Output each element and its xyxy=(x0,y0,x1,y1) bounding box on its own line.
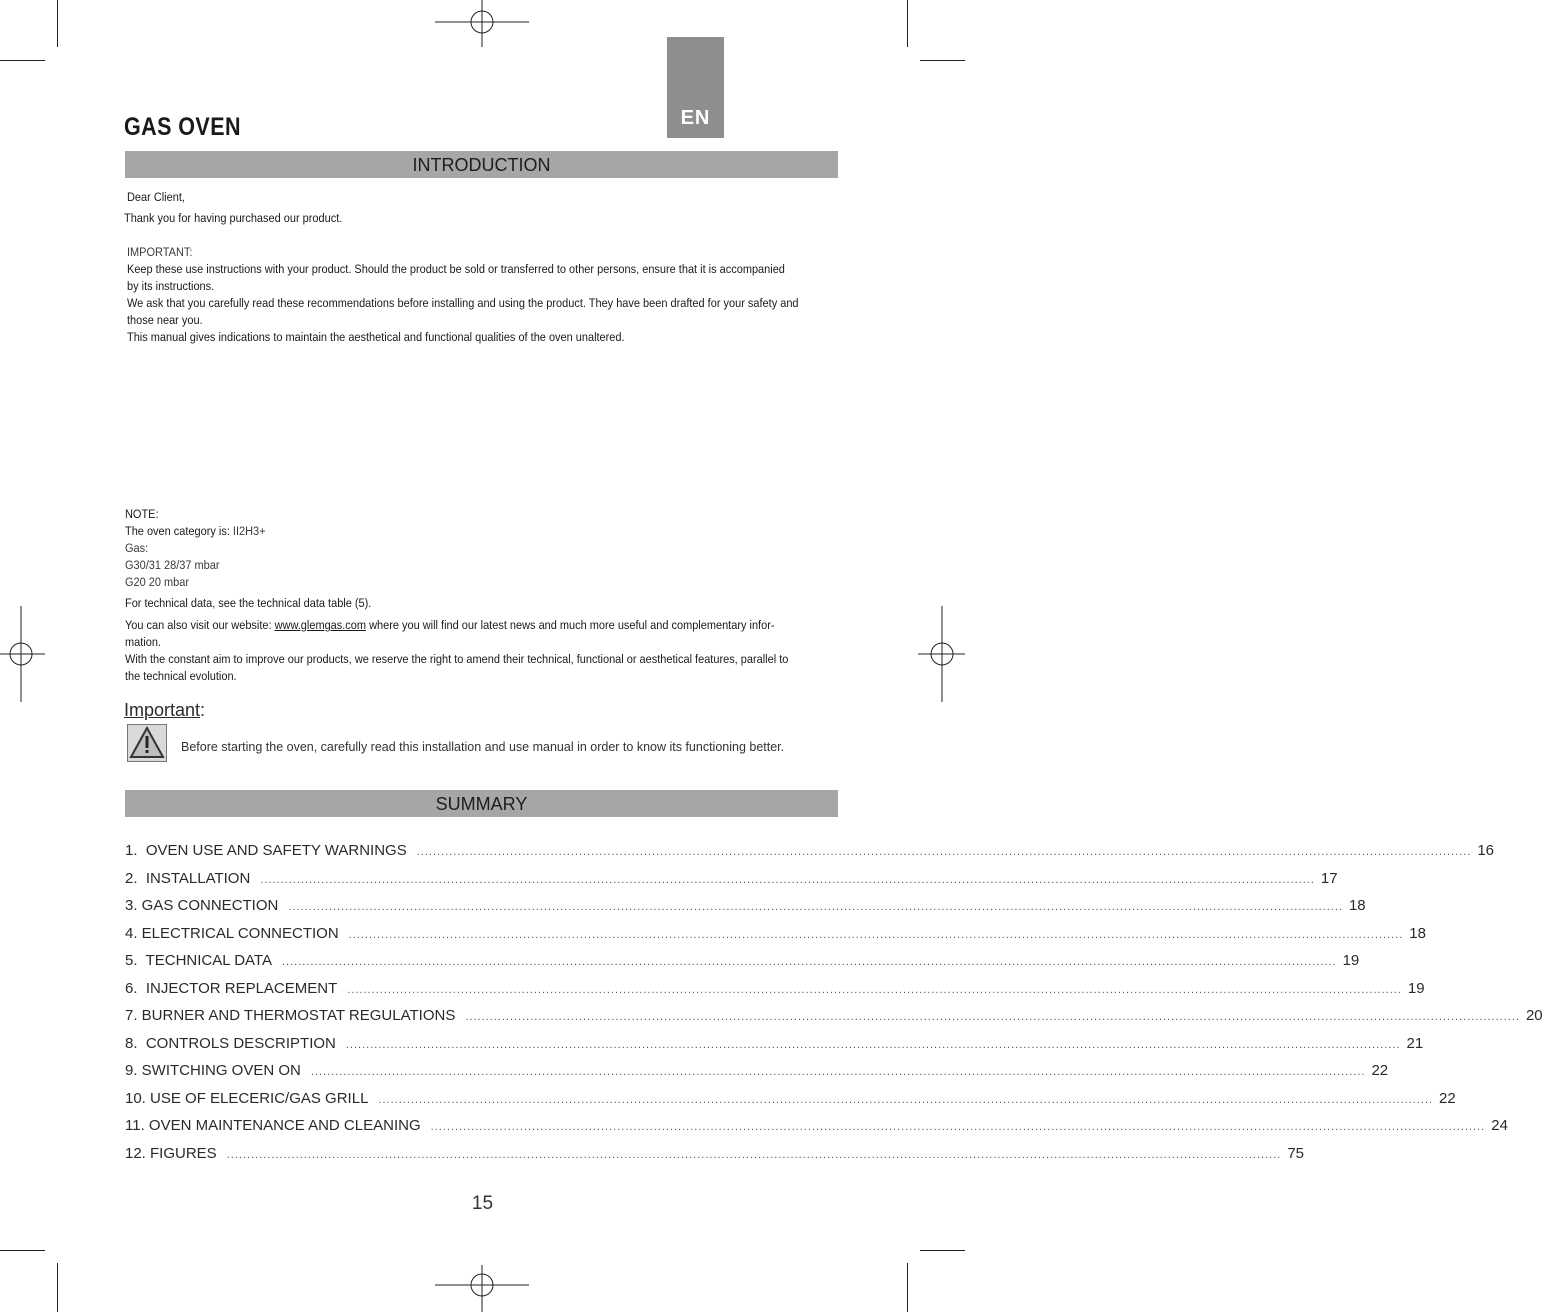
crop-mark xyxy=(0,60,45,61)
toc-item-page: 22 xyxy=(1439,1089,1456,1107)
toc-item-label: 1. OVEN USE AND SAFETY WARNINGS xyxy=(125,842,407,859)
registration-mark-bottom xyxy=(435,1265,529,1312)
toc-leader-dots: .................................................................................................................................................................................................................................................................... xyxy=(260,873,1315,886)
important-heading-text: Important xyxy=(124,700,201,720)
toc-item-page: 75 xyxy=(1287,1144,1304,1162)
gas-label: Gas: xyxy=(125,541,149,555)
toc-item-label: 4. ELECTRICAL CONNECTION xyxy=(125,924,339,942)
toc-item[interactable] xyxy=(125,869,1338,892)
website-post-2: mation. xyxy=(125,635,161,649)
gas-value-2: G20 20 mbar xyxy=(125,575,190,589)
toc-leader-dots: .................................................................................................................................................................................................................................................................... xyxy=(430,1121,1486,1133)
toc-leader-dots: .................................................................................................................................................................................................................................................................... xyxy=(465,1011,1520,1023)
introduction-heading: INTRODUCTION xyxy=(125,151,838,178)
improve-text-1: With the constant aim to improve our products, we reserve the right to amend their technical, functional or aesthetical features, parallel to xyxy=(125,652,789,666)
website-pre: You can also visit our website: xyxy=(125,618,272,632)
toc-item-label: 6. INJECTOR REPLACEMENT xyxy=(125,979,338,997)
website-link[interactable]: www.glemgas.com xyxy=(274,618,367,632)
toc-item-page: 18 xyxy=(1348,897,1366,914)
intro-paragraph-3: This manual gives indications to maintain the aesthetical and functional qualities of the oven unaltered. xyxy=(127,330,625,344)
crop-mark xyxy=(907,0,908,47)
toc-item-label: 8. CONTROLS DESCRIPTION xyxy=(125,1034,336,1052)
toc-leader-dots: .................................................................................................................................................................................................................................................................... xyxy=(288,901,1343,913)
greeting: Dear Client, xyxy=(127,190,185,204)
category-line xyxy=(125,523,841,540)
crop-mark xyxy=(920,60,965,61)
toc-item-label: 12. FIGURES xyxy=(125,1144,217,1162)
improve-text-2: the technical evolution. xyxy=(125,669,237,683)
toc-item-page: 19 xyxy=(1342,952,1360,969)
toc-item[interactable] xyxy=(125,1117,1508,1139)
toc-item[interactable] xyxy=(125,1089,1456,1112)
toc-item-page: 21 xyxy=(1406,1034,1424,1052)
toc-item-label: 5. TECHNICAL DATA xyxy=(125,952,272,969)
toc-item-page: 17 xyxy=(1320,869,1338,887)
toc-item[interactable] xyxy=(125,952,1360,974)
toc-item[interactable] xyxy=(125,979,1425,1002)
important-label: IMPORTANT: xyxy=(127,245,193,259)
warning-icon xyxy=(127,724,167,762)
warning-text: Before starting the oven, carefully read this installation and use manual in order to know its functioning better. xyxy=(181,740,785,754)
category-value: II2H3+ xyxy=(232,524,266,538)
toc-item-page: 16 xyxy=(1477,842,1495,859)
summary-heading: SUMMARY xyxy=(125,790,838,817)
website-line xyxy=(125,617,841,634)
toc-leader-dots: .................................................................................................................................................................................................................................................................... xyxy=(310,1066,1366,1078)
tech-data-text: For technical data, see the technical data table (5). xyxy=(125,596,372,610)
toc-leader-dots: .................................................................................................................................................................................................................................................................... xyxy=(378,1093,1434,1106)
page-number: 15 xyxy=(471,1193,494,1214)
toc-item[interactable] xyxy=(125,1007,1543,1029)
toc-item[interactable] xyxy=(125,842,1495,864)
intro-paragraph-2b: those near you. xyxy=(127,313,203,327)
toc-item-label: 9. SWITCHING OVEN ON xyxy=(125,1062,301,1079)
toc-leader-dots: .................................................................................................................................................................................................................................................................... xyxy=(416,846,1472,858)
toc-leader-dots: .................................................................................................................................................................................................................................................................... xyxy=(345,1038,1401,1051)
intro-paragraph-1: Keep these use instructions with your product. Should the product be sold or transferred to other persons, ensure that it is accompanied xyxy=(127,262,785,276)
crop-mark xyxy=(920,1250,965,1251)
toc-item-label: 2. INSTALLATION xyxy=(125,869,251,887)
toc-item[interactable] xyxy=(125,1144,1304,1167)
toc-item-page: 22 xyxy=(1371,1062,1389,1079)
toc-item[interactable] xyxy=(125,1062,1389,1084)
toc-item[interactable] xyxy=(125,1034,1424,1057)
toc-leader-dots: .................................................................................................................................................................................................................................................................... xyxy=(347,983,1402,996)
language-tab: EN xyxy=(667,37,724,138)
website-post: where you will find our latest news and much more useful and complementary infor- xyxy=(369,618,775,632)
toc-item-page: 20 xyxy=(1525,1007,1543,1024)
gas-value-1: G30/31 28/37 mbar xyxy=(125,558,220,572)
important-colon: : xyxy=(200,700,206,720)
registration-mark-right xyxy=(918,606,965,702)
toc-item-label: 10. USE OF ELECERIC/GAS GRILL xyxy=(125,1089,369,1107)
toc-leader-dots: .................................................................................................................................................................................................................................................................... xyxy=(281,956,1337,968)
intro-paragraph-2: We ask that you carefully read these recommendations before installing and using the product. They have been drafted for your safety and xyxy=(127,296,799,310)
crop-mark xyxy=(57,1263,58,1312)
toc-item-label: 7. BURNER AND THERMOSTAT REGULATIONS xyxy=(125,1007,456,1024)
toc-item-page: 19 xyxy=(1407,979,1425,997)
crop-mark xyxy=(907,1263,908,1312)
toc-leader-dots: .................................................................................................................................................................................................................................................................... xyxy=(348,928,1404,941)
crop-mark xyxy=(57,0,58,47)
important-heading xyxy=(124,700,205,721)
registration-mark-left xyxy=(0,606,45,702)
category-label: The oven category is: xyxy=(125,524,230,538)
toc-item[interactable] xyxy=(125,897,1366,919)
toc-item-page: 24 xyxy=(1491,1117,1508,1134)
crop-mark xyxy=(0,1250,45,1251)
thanks-text: Thank you for having purchased our product. xyxy=(124,211,343,225)
note-label: NOTE: xyxy=(125,507,159,521)
toc-item[interactable] xyxy=(125,924,1426,947)
registration-mark-top xyxy=(435,0,529,47)
toc-item-page: 18 xyxy=(1409,924,1426,942)
toc-item-label: 3. GAS CONNECTION xyxy=(125,897,279,914)
toc-item-label: 11. OVEN MAINTENANCE AND CLEANING xyxy=(125,1117,421,1134)
page-title: GAS OVEN xyxy=(124,113,241,141)
toc-leader-dots: .................................................................................................................................................................................................................................................................... xyxy=(226,1148,1282,1161)
intro-paragraph-1b: by its instructions. xyxy=(127,279,215,293)
